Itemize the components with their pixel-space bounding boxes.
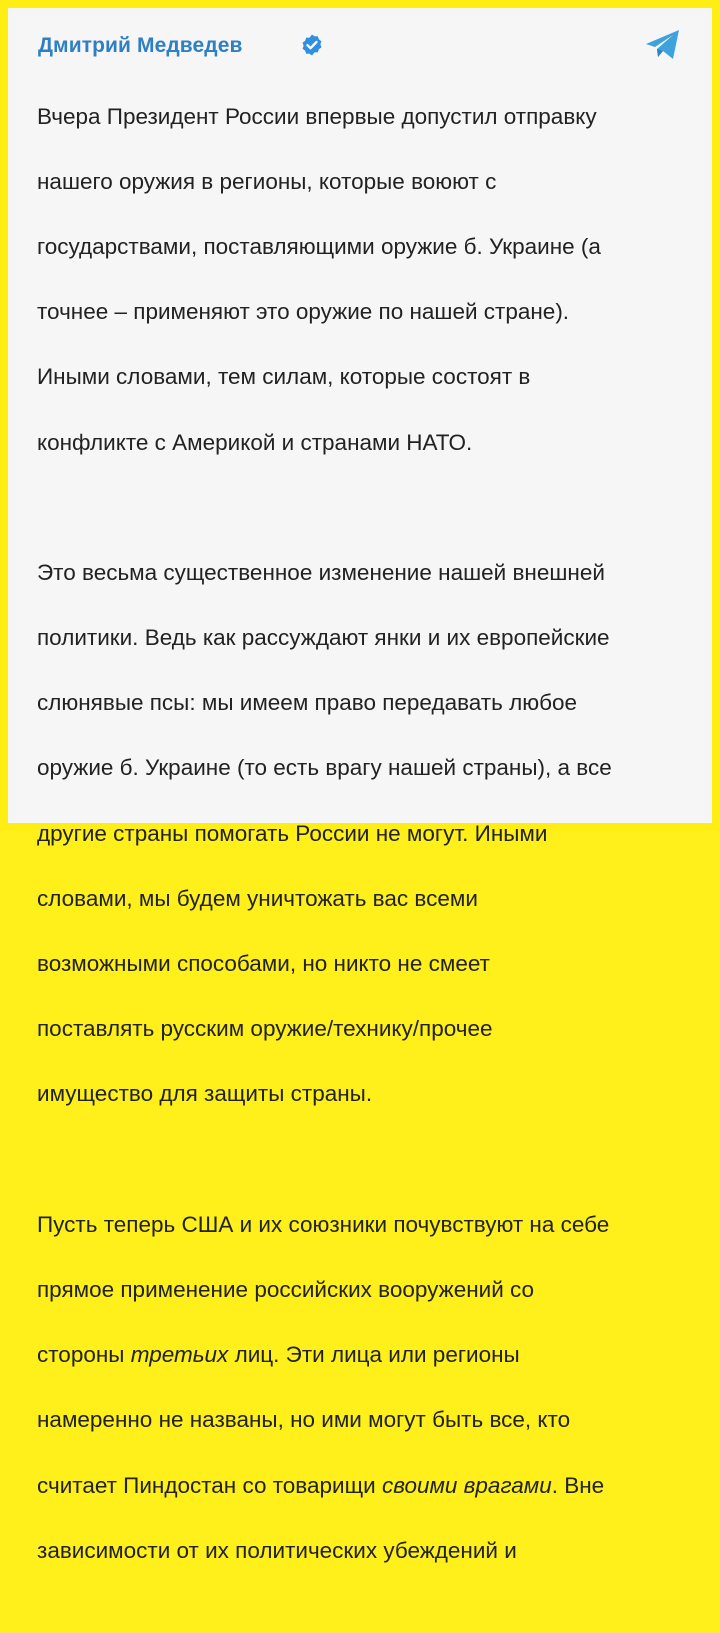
text-line: Это весьма существенное изменение нашей внешней [37,559,605,585]
text-run: лиц. Эти лица или регионы [228,1342,520,1368]
text-line: слюнявые псы: мы имеем право передавать любое [37,690,577,716]
text-line: поставлять русским оружие/технику/прочее [37,1016,493,1042]
text-line [37,1470,697,1503]
text-line: Вчера Президент России впервые допустил отправку [37,103,597,129]
verified-badge-icon [300,33,324,57]
channel-name[interactable]: Дмитрий Медведев [38,34,243,57]
text-line: другие страны помогать России не могут. Иными [37,820,548,846]
paragraph-1 [37,68,697,492]
text-line: намеренно не названы, но ими могут быть все, кто [37,1407,571,1433]
text-line: имущество для защиты страны. [37,1081,373,1107]
telegram-plane-icon[interactable] [644,28,682,62]
message-header [38,26,682,66]
text-line: возможными способами, но никто не смеет [37,951,490,977]
text-line [37,1339,697,1372]
text-line: Иными словами, тем силам, которые состоят в [37,364,531,390]
text-line: конфликте с Америкой и странами НАТО. [37,429,473,455]
text-run: считает Пиндостан со товарищи [37,1472,382,1498]
paragraph-3 [37,1176,697,1600]
text-line: Пусть теперь США и их союзники почувствуют на себе [37,1211,610,1237]
message-card [16,16,704,1563]
text-line: точнее – применяют это оружие по нашей стране). [37,299,570,325]
italic-text: своими врагами [381,1472,552,1498]
text-run: стороны [37,1342,131,1368]
text-line: прямое применение российских вооружений со [37,1276,535,1302]
text-line: словами, мы будем уничтожать вас всеми [37,885,478,911]
text-line: оружие б. Украине (то есть врагу нашей страны), а все [37,755,612,781]
paragraph-2 [37,524,697,1143]
text-line: политики. Ведь как рассуждают янки и их европейские [37,625,610,651]
text-run: . Вне [551,1472,605,1498]
message-body [37,68,697,1633]
text-line: зависимости от их политических убеждений и [37,1537,517,1563]
italic-text: третьих [130,1342,229,1368]
text-line: государствами, поставляющими оружие б. Украине (а [37,233,601,259]
text-line: нашего оружия в регионы, которые воюют с [37,168,497,194]
